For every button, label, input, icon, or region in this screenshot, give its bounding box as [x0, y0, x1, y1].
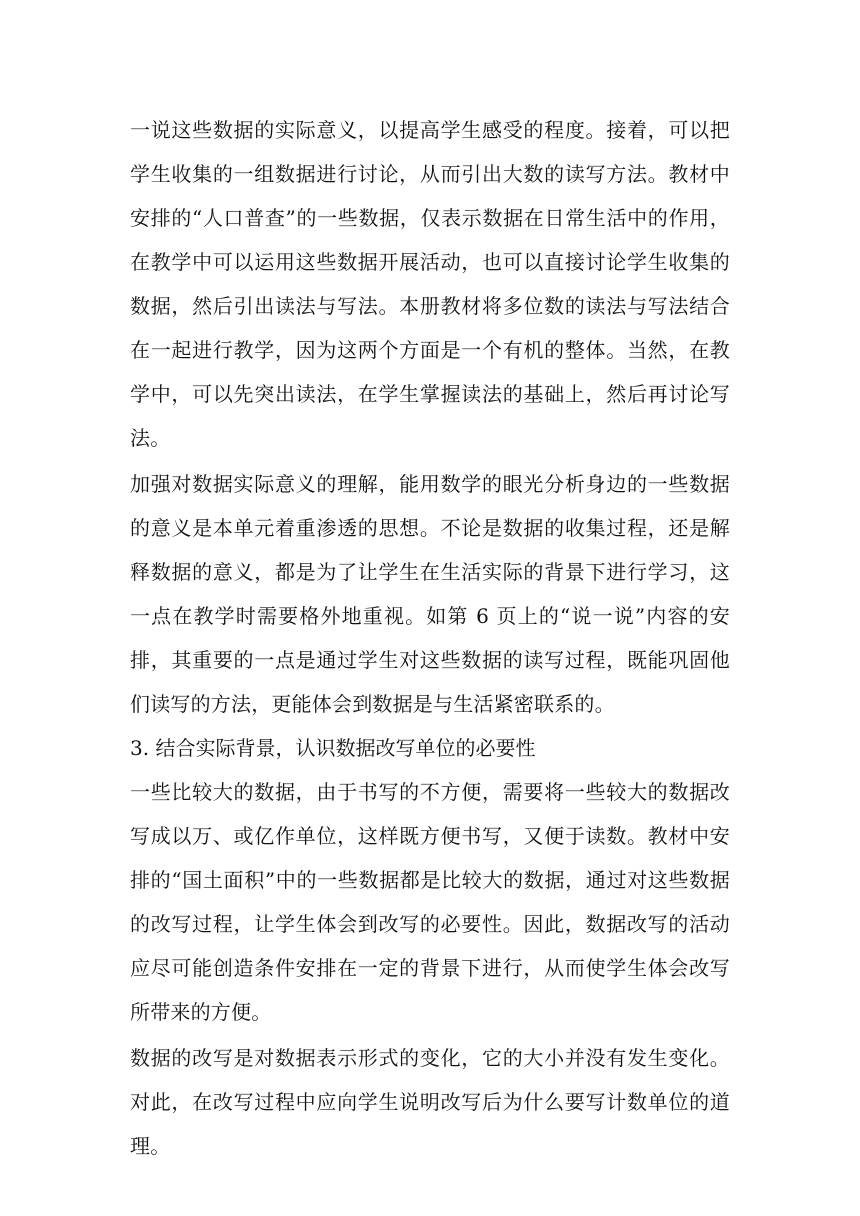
section-heading-3: 3. 结合实际背景，认识数据改写单位的必要性	[130, 736, 536, 760]
paragraph-data-meaning: 加强对数据实际意义的理解，能用数学的眼光分析身边的一些数据的意义是本单元着重渗透的思想。不论是数据的收集过程，还是解释数据的意义，都是为了让学生在生活实际的背景下进行学习，这一点在教学时需要格外地重视。如第 6 页上的“说一说”内容的安排，其重要的一点是通过学生对这些数据的读写过程，既能巩固他们读写的方法，更能体会到数据是与生活紧密联系的。	[130, 472, 730, 716]
document-page	[130, 108, 730, 1168]
paragraph-unit-rewriting-necessity: 一些比较大的数据，由于书写的不方便，需要将一些较大的数据改写成以万、或亿作单位，这样既方便书写，又便于读数。教材中安排的“国土面积”中的一些数据都是比较大的数据，通过对这些数据的改写过程，让学生体会到改写的必要性。因此，数据改写的活动应尽可能创造条件安排在一定的背景下进行，从而使学生体会改写所带来的方便。	[130, 780, 730, 1024]
paragraph-reading-writing-large-numbers: 一说这些数据的实际意义，以提高学生感受的程度。接着，可以把学生收集的一组数据进行讨论，从而引出大数的读写方法。教材中安排的“人口普查”的一些数据，仅表示数据在日常生活中的作用，在教学中可以运用这些数据开展活动，也可以直接讨论学生收集的数据，然后引出读法与写法。本册教材将多位数的读法与写法结合在一起进行教学，因为这两个方面是一个有机的整体。当然，在教学中，可以先突出读法，在学生掌握读法的基础上，然后再讨论写法。	[130, 118, 730, 450]
paragraph-rewriting-form-change: 数据的改写是对数据表示形式的变化，它的大小并没有发生变化。对此，在改写过程中应向学生说明改写后为什么要写计数单位的道理。	[130, 1046, 730, 1158]
